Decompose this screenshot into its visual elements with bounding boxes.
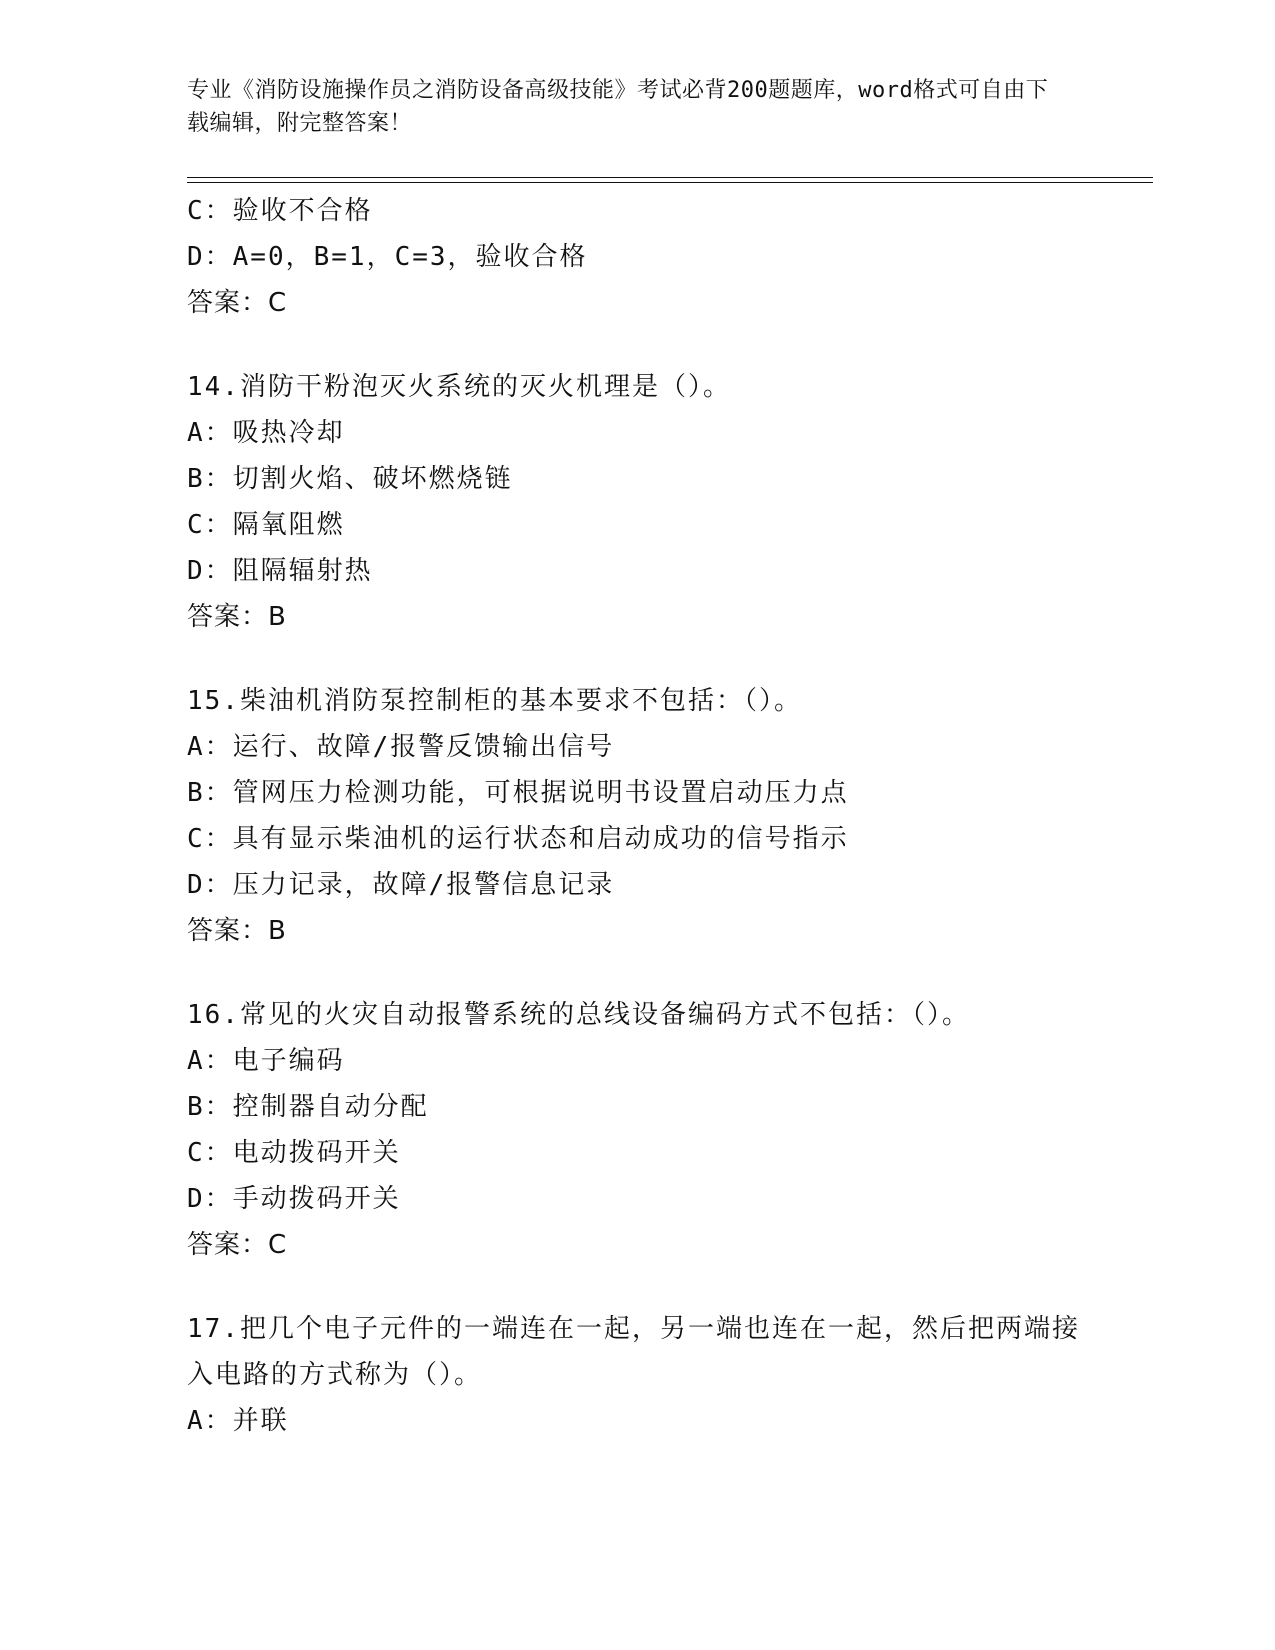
question-text: 14.消防干粉泡灭火系统的灭火机理是（）。 (187, 372, 731, 402)
question-16 (187, 992, 1087, 1268)
option-d: D：压力记录，故障/报警信息记录 (187, 870, 615, 900)
answer: 答案：B (187, 602, 287, 632)
option-d: D：手动拨码开关 (187, 1184, 401, 1214)
question-15 (187, 678, 1087, 954)
question-text: 15.柴油机消防泵控制柜的基本要求不包括：（）。 (187, 686, 802, 716)
question-14 (187, 364, 1087, 640)
option-c: C：隔氧阻燃 (187, 510, 345, 540)
option-c: C：电动拨码开关 (187, 1138, 401, 1168)
option-c: C：验收不合格 (187, 196, 373, 226)
option-a: A：并联 (187, 1406, 289, 1436)
option-b: B：管网压力检测功能，可根据说明书设置启动压力点 (187, 778, 849, 808)
answer: 答案：C (187, 288, 288, 318)
option-c: C：具有显示柴油机的运行状态和启动成功的信号指示 (187, 824, 849, 854)
option-d: D：A=0，B=1，C=3，验收合格 (187, 242, 588, 272)
page-header: 专业《消防设施操作员之消防设备高级技能》考试必背200题题库，word格式可自由下载编辑，附完整答案！ (187, 78, 1049, 136)
question-text: 17.把几个电子元件的一端连在一起，另一端也连在一起，然后把两端接入电路的方式称为（）。 (187, 1314, 1080, 1390)
option-b: B：切割火焰、破坏燃烧链 (187, 464, 513, 494)
option-d: D：阻隔辐射热 (187, 556, 373, 586)
question-text: 16.常见的火灾自动报警系统的总线设备编码方式不包括：（）。 (187, 1000, 970, 1030)
answer: 答案：B (187, 916, 287, 946)
option-a: A：吸热冷却 (187, 418, 345, 448)
document-body (187, 188, 1087, 1444)
option-a: A：电子编码 (187, 1046, 345, 1076)
answer: 答案：C (187, 1230, 288, 1260)
option-b: B：控制器自动分配 (187, 1092, 429, 1122)
question-partial (187, 188, 1087, 326)
question-17 (187, 1306, 1087, 1444)
option-a: A：运行、故障/报警反馈输出信号 (187, 732, 615, 762)
header-divider (187, 177, 1153, 183)
